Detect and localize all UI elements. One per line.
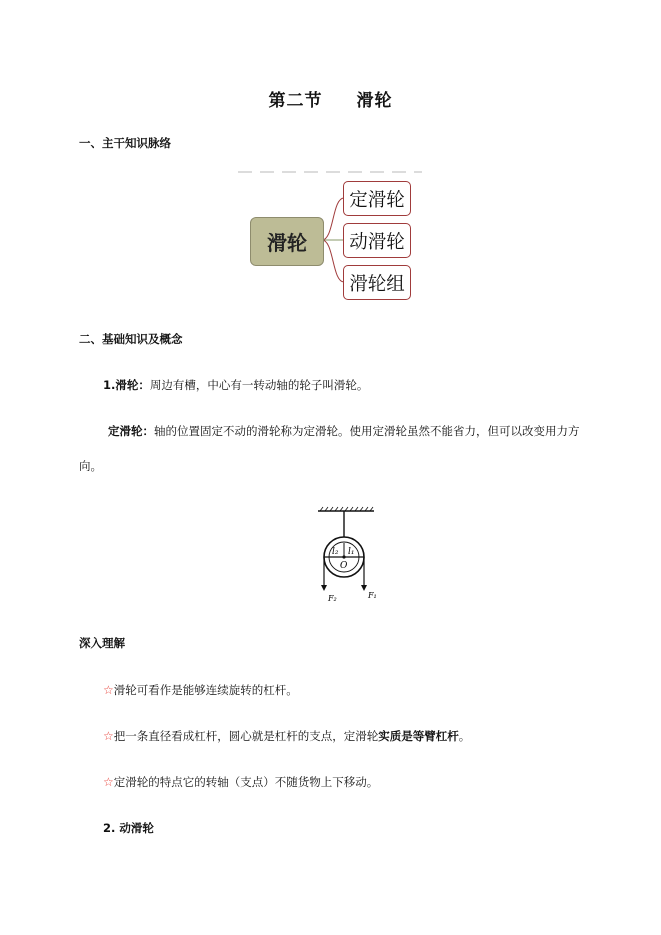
arrow-f1: [361, 585, 367, 591]
bullet-text: 定滑轮的特点它的转轴（支点）不随货物上下移动。: [113, 775, 379, 789]
label-o: O: [340, 561, 348, 571]
page-title: [0, 86, 661, 111]
label-f2: F₂: [328, 594, 337, 603]
section-heading-basics: 二、基础知识及概念: [79, 332, 183, 346]
bullet-text-end: 。: [458, 729, 471, 743]
connector-top: [322, 198, 344, 240]
pivot-point: [342, 555, 345, 558]
star-icon: ☆: [103, 729, 114, 743]
paragraph-fixed-pulley: [108, 423, 608, 439]
mindmap-node-movable-pulley: 动滑轮: [343, 223, 411, 258]
bullet-equal-arm-lever: [103, 728, 470, 744]
star-icon: ☆: [103, 683, 114, 697]
faint-scan-line: [238, 171, 422, 173]
bullet-text: 把一条直径看成杠杆，圆心就是杠杆的支点，定滑轮: [113, 729, 379, 743]
connector-bottom: [322, 240, 344, 282]
paragraph-pulley-definition: [103, 377, 368, 393]
bullet-emphasis: 实质是等臂杠杆: [378, 729, 459, 743]
label-f1: F₁: [368, 591, 377, 600]
section-heading-deep-understanding: 深入理解: [79, 636, 125, 650]
label-l1: l₁: [348, 547, 355, 557]
title-section-number: 第二节: [268, 91, 323, 111]
section-heading-knowledge-map: 一、主干知识脉络: [79, 136, 171, 150]
bullet-lever-rotation: [103, 682, 298, 698]
mindmap-root: 滑轮: [250, 217, 324, 266]
mindmap-node-fixed-pulley: 定滑轮: [343, 181, 411, 216]
bullet-axis-fixed: [103, 774, 378, 790]
bullet-text: 滑轮可看作是能够连续旋转的杠杆。: [113, 683, 298, 697]
arrow-f2: [321, 585, 327, 591]
definition-fixed-pulley-line1: 轴的位置固定不动的滑轮称为定滑轮。使用定滑轮虽然不能省力，但可以改变用力方: [154, 424, 580, 438]
term-fixed-pulley: 定滑轮：: [108, 424, 154, 438]
definition-fixed-pulley-line2: 向。: [79, 459, 102, 473]
definition-pulley: 周边有槽，中心有一转动轴的轮子叫滑轮。: [149, 378, 369, 392]
heading-movable-pulley: 2. 动滑轮: [103, 821, 154, 835]
mindmap-node-pulley-block: 滑轮组: [343, 265, 411, 300]
title-topic: 滑轮: [356, 91, 393, 111]
term-pulley: 1.滑轮：: [103, 378, 150, 392]
label-l2: l₂: [332, 547, 339, 557]
star-icon: ☆: [103, 775, 114, 789]
fixed-pulley-diagram: [312, 505, 382, 605]
